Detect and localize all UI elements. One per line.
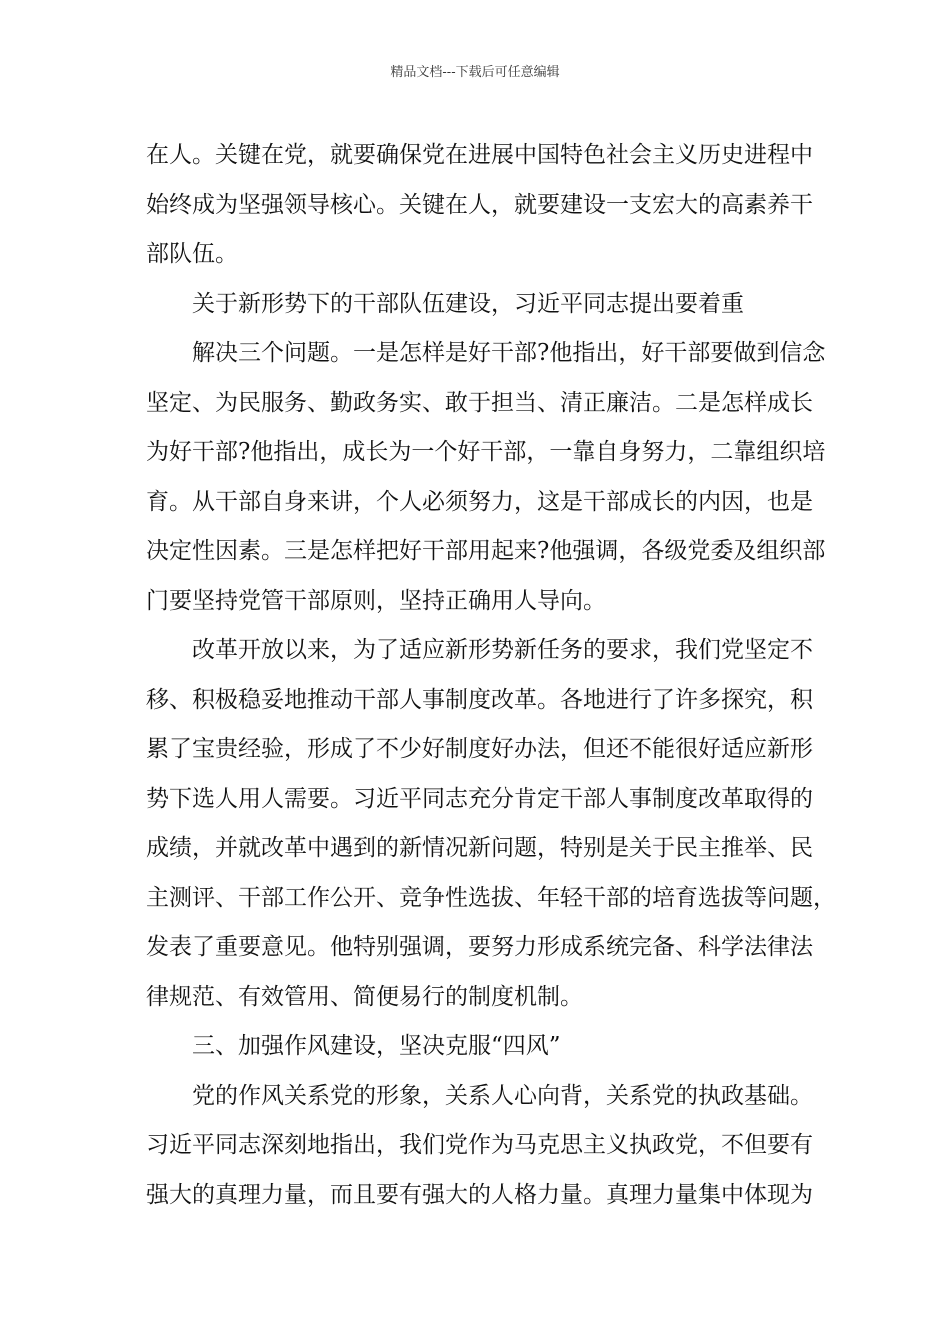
- page-header: 精品文档---下载后可任意编辑: [390, 65, 560, 80]
- text-line: 累了宝贵经验，形成了不少好制度好办法，但还不能很好适应新形: [146, 736, 813, 762]
- document-body: [146, 131, 836, 1220]
- text-line: 势下选人用人需要。习近平同志充分肯定干部人事制度改革取得的: [146, 785, 813, 812]
- text-line: 坚定、为民服务、勤政务实、敢于担当、清正廉洁。二是怎样成长: [146, 389, 813, 416]
- paragraph-start-line: 关于新形势下的干部队伍建设，习近平同志提出要着重: [192, 290, 744, 317]
- text-line: 发表了重要意见。他特别强调，要努力形成系统完备、科学法律法: [146, 934, 813, 960]
- text-line: 育。从干部自身来讲，个人必须努力，这是干部成长的内因，也是: [146, 488, 813, 515]
- paragraph-start-line: 解决三个问题。一是怎样是好干部?他指出，好干部要做到信念: [192, 340, 826, 366]
- text-line: 始终成为坚强领导核心。关键在人，就要建设一支宏大的高素养干: [146, 191, 813, 218]
- text-line: 习近平同志深刻地指出，我们党作为马克思主义执政党，不但要有: [146, 1132, 813, 1158]
- paragraph-start-line: 改革开放以来，为了适应新形势新任务的要求，我们党坚定不: [192, 637, 813, 663]
- text-line: 律规范、有效管用、简便易行的制度机制。: [146, 983, 583, 1010]
- text-line: 决定性因素。三是怎样把好干部用起来?他强调，各级党委及组织部: [146, 538, 826, 564]
- text-line: 在人。关键在党，就要确保党在进展中国特色社会主义历史进程中: [146, 142, 813, 168]
- text-line: 门要坚持党管干部原则，坚持正确用人导向。: [146, 587, 606, 614]
- text-line: 为好干部?他指出，成长为一个好干部，一靠自身努力，二靠组织培: [146, 439, 826, 465]
- text-line: 强大的真理力量，而且要有强大的人格力量。真理力量集中体现为: [146, 1181, 813, 1208]
- text-line: 部队伍。: [146, 241, 238, 267]
- paragraph-start-line: 党的作风关系党的形象，关系人心向背，关系党的执政基础。: [192, 1082, 813, 1109]
- text-line: 移、积极稳妥地推动干部人事制度改革。各地进行了许多探究，积: [146, 686, 813, 713]
- section-heading: 三、加强作风建设，坚决克服“四风”: [192, 1033, 561, 1059]
- text-line: 成绩，并就改革中遇到的新情况新问题，特别是关于民主推举、民: [146, 835, 813, 861]
- text-line: 主测评、干部工作公开、竞争性选拔、年轻干部的培育选拔等问题，: [146, 884, 836, 911]
